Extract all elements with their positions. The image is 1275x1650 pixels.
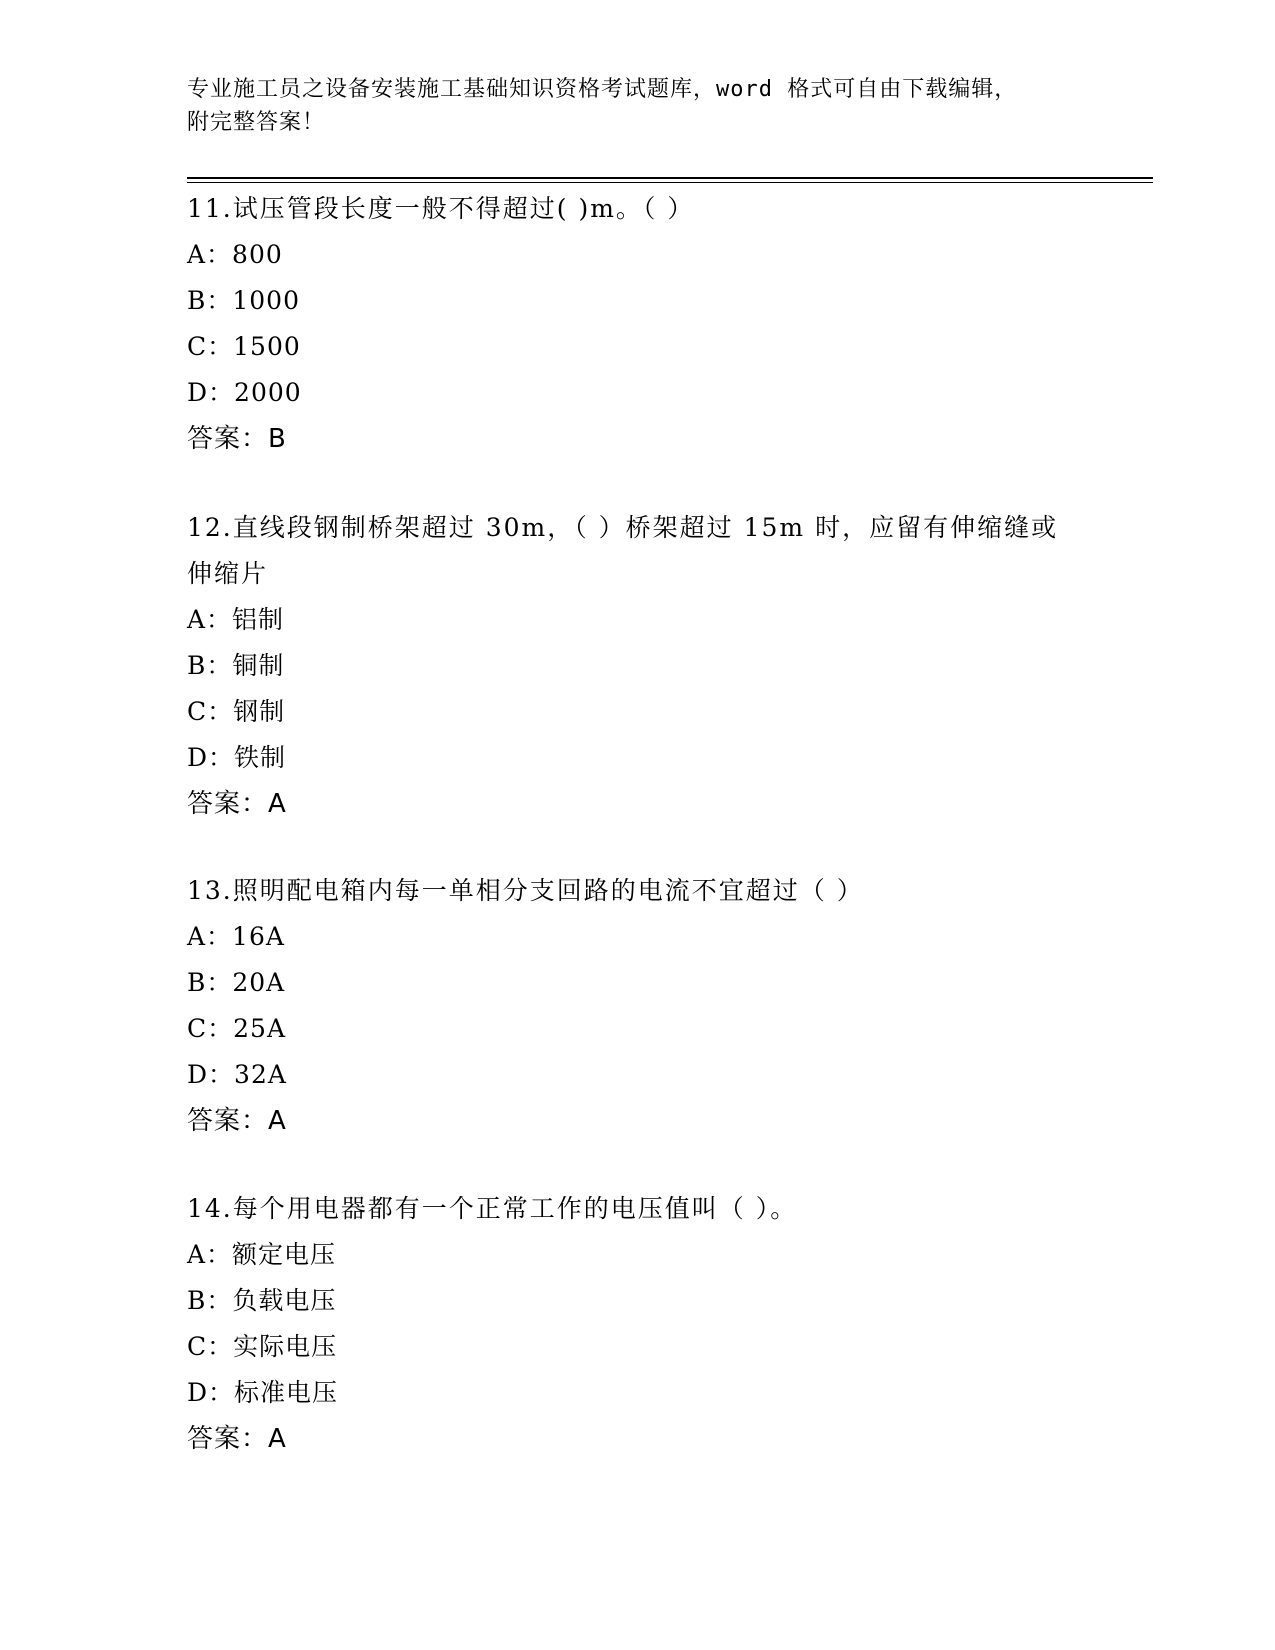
option-b: B：铜制 — [187, 651, 285, 680]
option-a: A：16A — [187, 922, 285, 951]
option-d: D：2000 — [187, 378, 302, 407]
question-11 — [187, 186, 1087, 462]
option-b: B：负载电压 — [187, 1286, 337, 1315]
answer: 答案：A — [187, 789, 287, 819]
option-c: C：25A — [187, 1014, 286, 1043]
option-a: A：铝制 — [187, 605, 285, 634]
question-14 — [187, 1186, 1087, 1462]
option-d: D：32A — [187, 1060, 287, 1089]
option-a: A：额定电压 — [187, 1240, 337, 1269]
answer: 答案：A — [187, 1424, 287, 1454]
option-d: D：铁制 — [187, 743, 287, 772]
header-divider-thin — [187, 182, 1153, 183]
option-a: A：800 — [187, 240, 283, 269]
option-d: D：标准电压 — [187, 1378, 339, 1407]
question-stem: 12.直线段钢制桥架超过 30m，（ ）桥架超过 15m 时，应留有伸缩缝或伸缩片 — [187, 513, 1059, 588]
option-b: B：20A — [187, 968, 286, 997]
question-stem: 13.照明配电箱内每一单相分支回路的电流不宜超过（ ） — [187, 876, 864, 905]
option-c: C：实际电压 — [187, 1332, 338, 1361]
answer: 答案：B — [187, 424, 287, 454]
header-line-2: 附完整答案！ — [187, 110, 326, 135]
question-13 — [187, 868, 1087, 1144]
header-divider-thick — [187, 177, 1153, 179]
question-stem: 14.每个用电器都有一个正常工作的电压值叫（ ）。 — [187, 1194, 798, 1223]
option-b: B：1000 — [187, 286, 300, 315]
answer: 答案：A — [187, 1106, 287, 1136]
header-line-1: 专业施工员之设备安装施工基础知识资格考试题库，word 格式可自由下载编辑， — [187, 77, 1018, 102]
option-c: C：1500 — [187, 332, 301, 361]
option-c: C：钢制 — [187, 697, 286, 726]
document-header — [187, 73, 1067, 139]
question-stem: 11.试压管段长度一般不得超过( )m。（ ） — [187, 194, 695, 223]
question-12 — [187, 505, 1077, 827]
